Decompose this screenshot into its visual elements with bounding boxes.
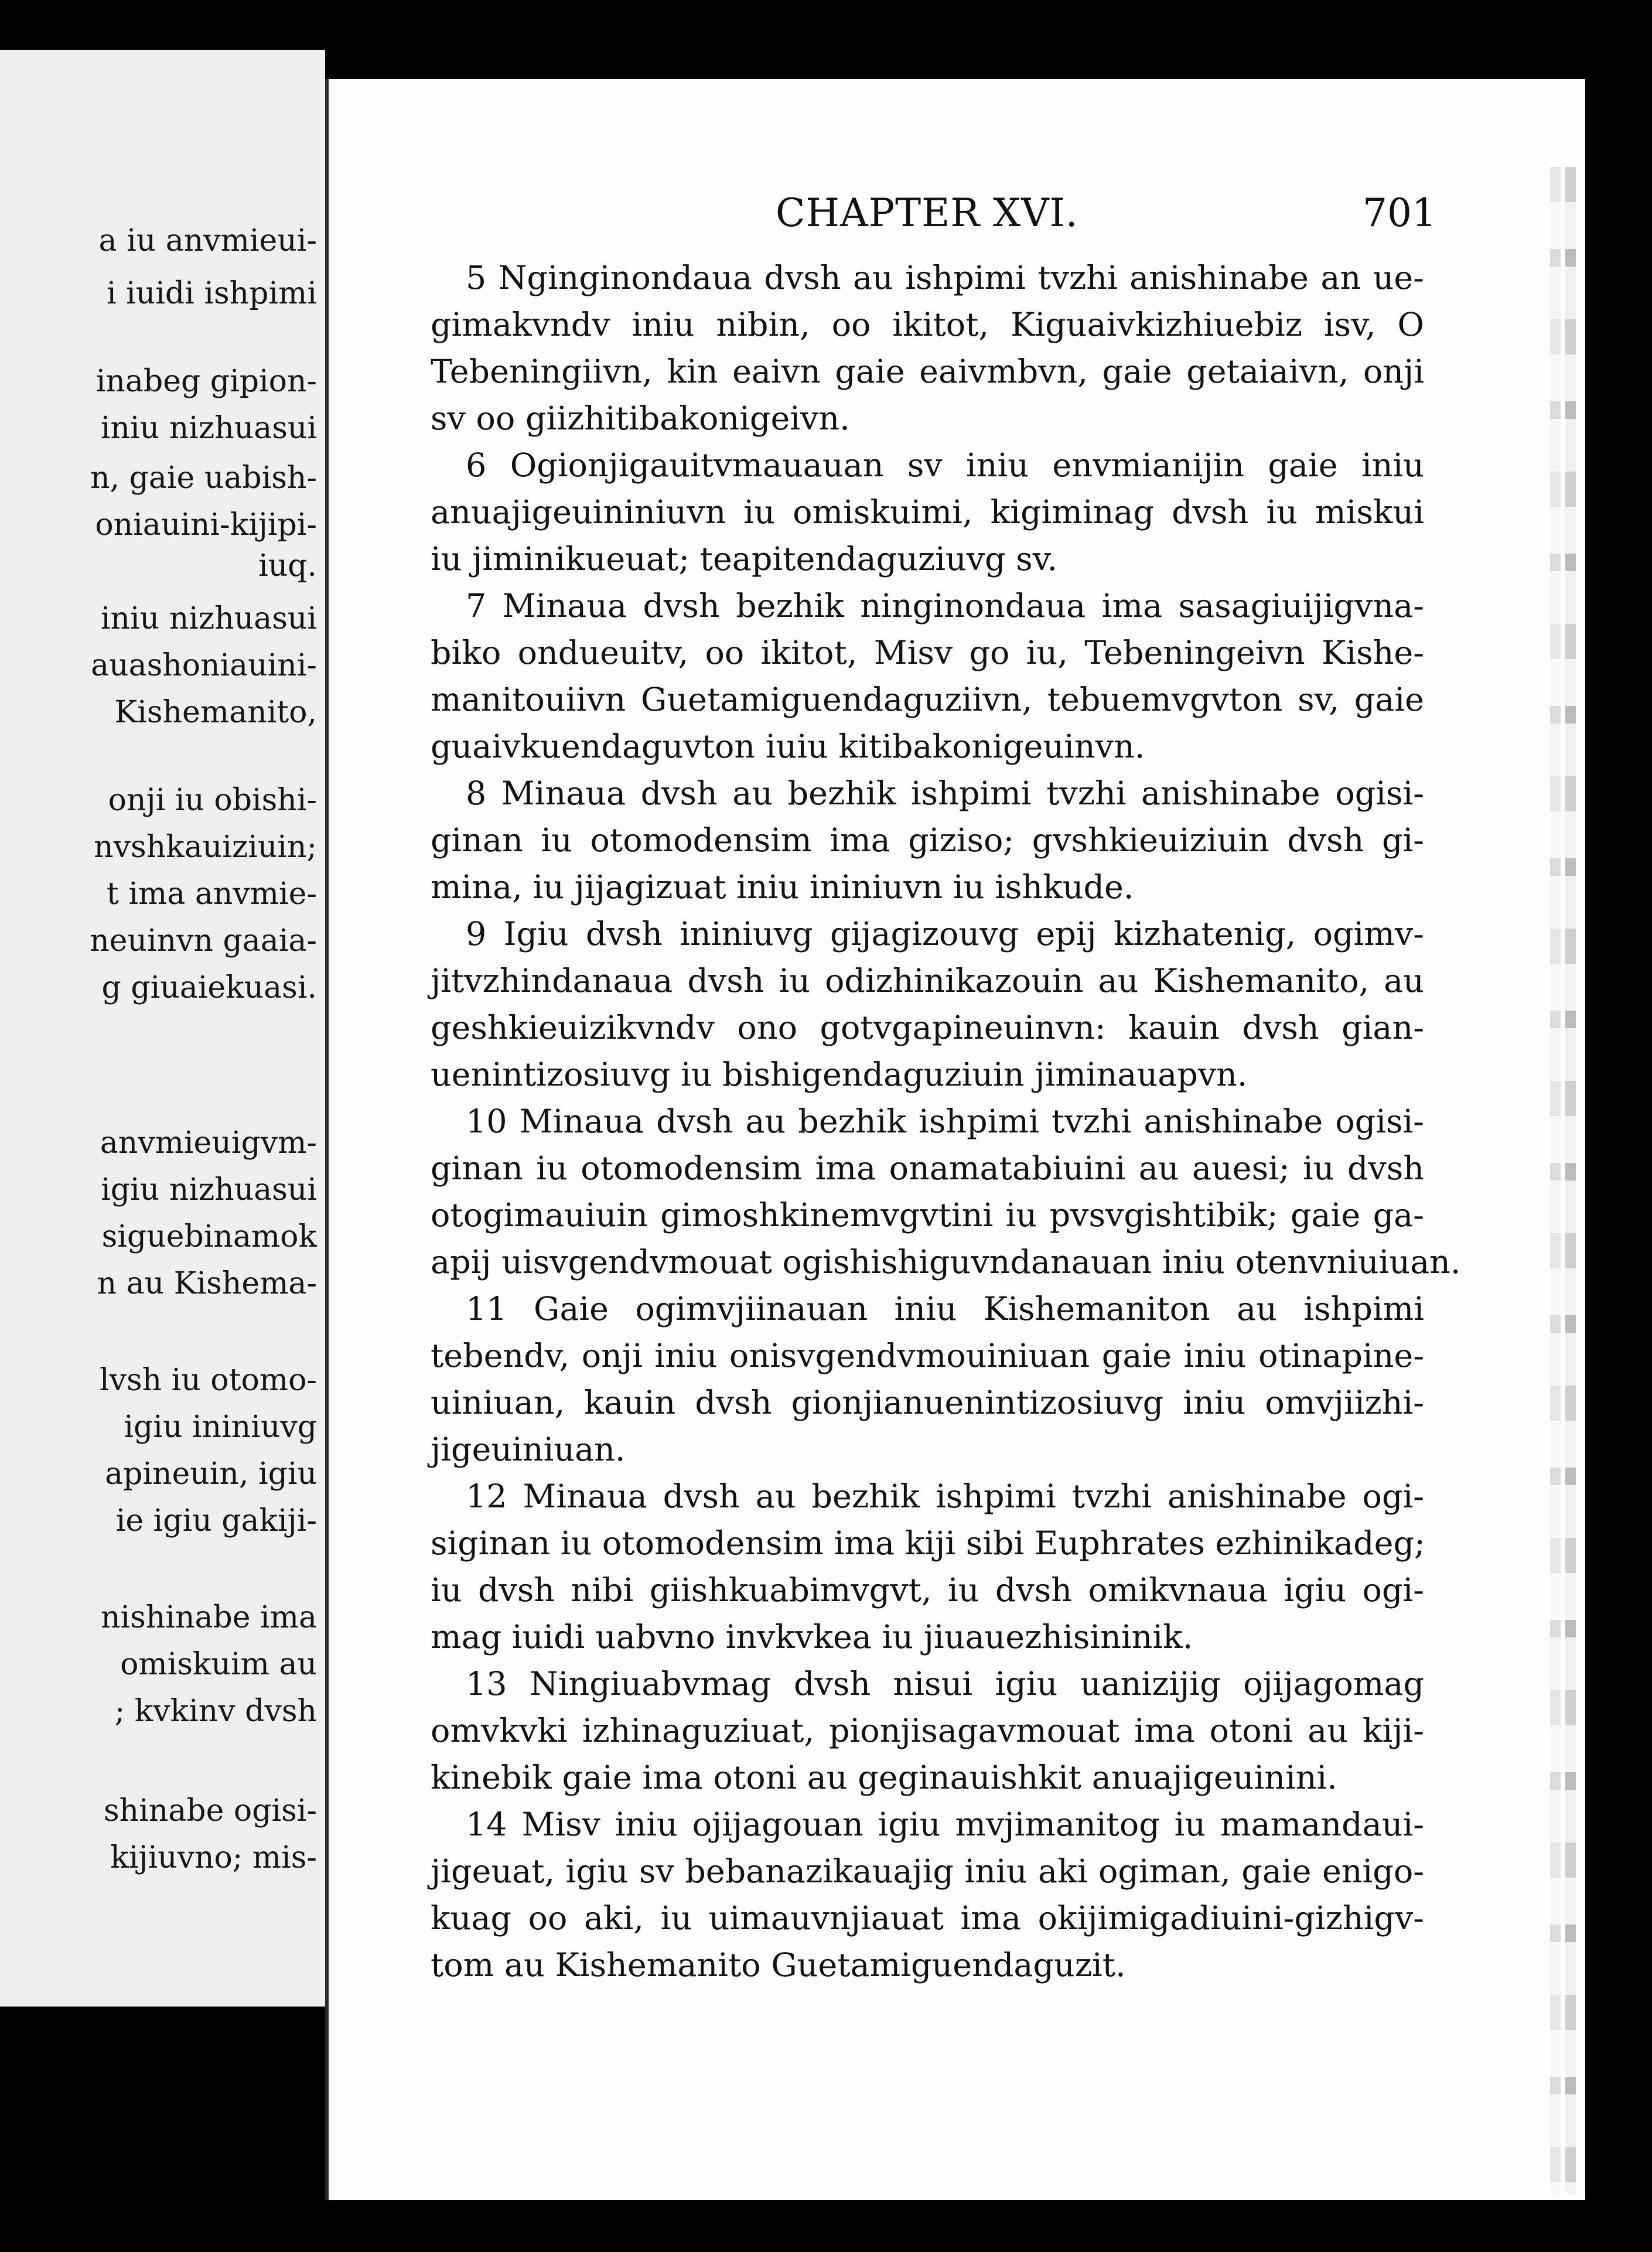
verse-line: kuag oo aki, iu uimauvnjiauat ima okijimigadiuini-gizhigv- xyxy=(431,1899,1424,1937)
verse-line: uenintizosiuvg iu bishigendaguziuin jiminauapvn. xyxy=(431,1056,1248,1094)
verse-line: Tebeningiivn, kin eaivn gaie eaivmbvn, gaie getaiaivn, onji xyxy=(431,353,1424,391)
verse-line: jigeuiniuan. xyxy=(431,1431,626,1469)
left-page-line: ie igiu gakiji- xyxy=(115,1503,317,1538)
left-page-line: n au Kishema- xyxy=(97,1266,317,1301)
verse-number: 11 xyxy=(466,1290,507,1328)
page-number: 701 xyxy=(1363,190,1436,236)
verse-first-line xyxy=(431,1286,1424,1333)
left-page-line: anvmieuigvm- xyxy=(100,1125,317,1161)
verse-first-line xyxy=(431,770,1424,817)
left-page-line: igiu nizhuasui xyxy=(101,1172,317,1207)
verse-first-line xyxy=(431,583,1424,630)
left-page-line: ; kvkinv dvsh xyxy=(114,1694,317,1729)
verse-first-line xyxy=(431,1801,1424,1848)
left-page-line: auashoniauini- xyxy=(91,648,317,683)
verse-number: 12 xyxy=(466,1478,507,1516)
left-page-line: inabeg gipion- xyxy=(95,364,317,399)
verse-line-text: Nginginondaua dvsh au ishpimi tvzhi anishinabe an ue- xyxy=(498,259,1424,297)
verse-line: iu jiminikueuat; teapitendaguziuvg sv. xyxy=(431,540,1058,578)
verse-line: tebendv, onji iniu onisvgendvmouiniuan gaie iniu otinapine- xyxy=(431,1337,1424,1375)
verse-first-line xyxy=(431,1473,1424,1520)
left-page xyxy=(0,50,325,2007)
left-page-line: n, gaie uabish- xyxy=(90,460,317,496)
verse-line: mina, iu jijagizuat iniu ininiuvn iu ishkude. xyxy=(431,868,1134,906)
verse-line: biko ondueuitv, oo ikitot, Misv go iu, Tebeningeivn Kishe- xyxy=(431,634,1424,672)
verse-line-text: Gaie ogimvjiinauan iniu Kishemaniton au ishpimi xyxy=(533,1290,1424,1328)
verse-number: 9 xyxy=(466,915,487,953)
left-page-line: i iuidi ishpimi xyxy=(106,276,317,311)
left-page-line: siguebinamok xyxy=(101,1219,317,1254)
verse-line: ginan iu otomodensim ima giziso; gvshkieuiziuin dvsh gi- xyxy=(431,821,1424,859)
left-page-line: nvshkauiziuin; xyxy=(94,830,317,865)
left-page-line: apineuin, igiu xyxy=(105,1456,317,1492)
verse-line: tom au Kishemanito Guetamiguendaguzit. xyxy=(431,1946,1126,1984)
verse-first-line xyxy=(431,911,1424,958)
verse-line: jigeuat, igiu sv bebanazikauajig iniu aki ogiman, gaie enigo- xyxy=(431,1852,1424,1891)
verse-line: guaivkuendaguvton iuiu kitibakonigeuinvn. xyxy=(431,728,1145,766)
verse-line: apij uisvgendvmouat ogishishiguvndanauan iniu otenvniuiuan. xyxy=(431,1243,1461,1281)
verse-line-text: Misv iniu ojijagouan igiu mvjimanitog iu mamandaui- xyxy=(521,1806,1424,1844)
left-page-line: kijiuvno; mis- xyxy=(110,1840,317,1875)
verse-number: 6 xyxy=(466,446,487,484)
left-page-line: shinabe ogisi- xyxy=(104,1793,317,1828)
verse-number: 13 xyxy=(466,1665,507,1703)
chapter-title: CHAPTER XVI. xyxy=(776,190,1078,236)
verse-line: uiniuan, kauin dvsh gionjianuenintizosiuvg iniu omvjiizhi- xyxy=(431,1384,1424,1422)
verse-line: mag iuidi uabvno invkvkea iu jiuauezhisininik. xyxy=(431,1618,1193,1656)
verse-line: anuajigeuininiuvn iu omiskuimi, kigiminag dvsh iu miskui xyxy=(431,493,1424,531)
verse-number: 14 xyxy=(466,1806,507,1844)
verse-first-line xyxy=(431,1098,1424,1145)
left-page-line: Kishemanito, xyxy=(114,695,317,730)
left-page-line: g giuaiekuasi. xyxy=(101,970,317,1005)
verse-line-text: Ogionjigauitvmauauan sv iniu envmianijin gaie iniu xyxy=(510,446,1424,484)
verse-number: 7 xyxy=(466,587,487,625)
left-page-line: lvsh iu otomo- xyxy=(99,1363,317,1398)
verse-line: iu dvsh nibi giishkuabimvgvt, iu dvsh omikvnaua igiu ogi- xyxy=(431,1571,1424,1609)
verse-line: kinebik gaie ima otoni au geginauishkit anuajigeuinini. xyxy=(431,1759,1337,1797)
verse-number: 5 xyxy=(466,259,487,297)
verse-number: 8 xyxy=(466,774,487,813)
left-page-line: iuq. xyxy=(258,548,317,584)
verse-line: geshkieuizikvndv ono gotvgapineuinvn: kauin dvsh gian- xyxy=(431,1009,1424,1047)
left-page-line: omiskuim au xyxy=(120,1647,317,1682)
left-page-line: a iu anvmieui- xyxy=(98,223,317,258)
verse-line: otogimauiuin gimoshkinemvgvtini iu pvsvgishtibik; gaie ga- xyxy=(431,1196,1424,1234)
verse-line: siginan iu otomodensim ima kiji sibi Euphrates ezhinikadeg; xyxy=(431,1524,1425,1562)
left-page-line: onji iu obishi- xyxy=(108,783,317,818)
left-page-line: t ima anvmie- xyxy=(106,876,317,912)
verse-line-text: Ningiuabvmag dvsh nisui igiu uanizijig ojijagomag xyxy=(530,1665,1424,1703)
right-page xyxy=(325,79,1585,2200)
page-edge xyxy=(1550,167,1561,2194)
left-page-line: igiu ininiuvg xyxy=(124,1410,317,1445)
verse-line-text: Minaua dvsh bezhik ninginondaua ima sasagiuijigvna- xyxy=(502,587,1424,625)
verse-line-text: Minaua dvsh au bezhik ishpimi tvzhi anishinabe ogi- xyxy=(523,1478,1424,1516)
verse-first-line xyxy=(431,255,1424,302)
left-page-line: nishinabe ima xyxy=(101,1600,317,1635)
running-header xyxy=(329,190,1585,237)
verse-line-text: Minaua dvsh au bezhik ishpimi tvzhi anishinabe ogisi- xyxy=(519,1103,1424,1141)
verse-number: 10 xyxy=(466,1103,507,1141)
verse-line-text: Igiu dvsh ininiuvg gijagizouvg epij kizhatenig, ogimv- xyxy=(503,915,1424,953)
left-page-line: oniauini-kijipi- xyxy=(95,507,317,542)
verse-line: sv oo giizhitibakonigeivn. xyxy=(431,400,850,438)
verse-first-line xyxy=(431,1661,1424,1708)
verse-line-text: Minaua dvsh au bezhik ishpimi tvzhi anishinabe ogisi- xyxy=(501,774,1424,813)
verse-line: jitvzhindanaua dvsh iu odizhinikazouin au Kishemanito, au xyxy=(431,962,1424,1000)
left-page-line: iniu nizhuasui xyxy=(100,601,317,636)
verse-text xyxy=(431,255,1461,1989)
page-edge xyxy=(1565,167,1576,2194)
left-page-line: neuinvn gaaia- xyxy=(90,923,317,958)
verse-line: ginan iu otomodensim ima onamatabiuini au auesi; iu dvsh xyxy=(431,1149,1424,1188)
verse-first-line xyxy=(431,442,1424,489)
verse-line: manitouiivn Guetamiguendaguziivn, tebuemvgvton sv, gaie xyxy=(431,681,1424,719)
verse-line: omvkvki izhinaguziuat, pionjisagavmouat ima otoni au kiji- xyxy=(431,1712,1424,1750)
verse-line: gimakvndv iniu nibin, oo ikitot, Kiguaivkizhiuebiz isv, O xyxy=(431,306,1424,344)
left-page-line: iniu nizhuasui xyxy=(100,411,317,446)
